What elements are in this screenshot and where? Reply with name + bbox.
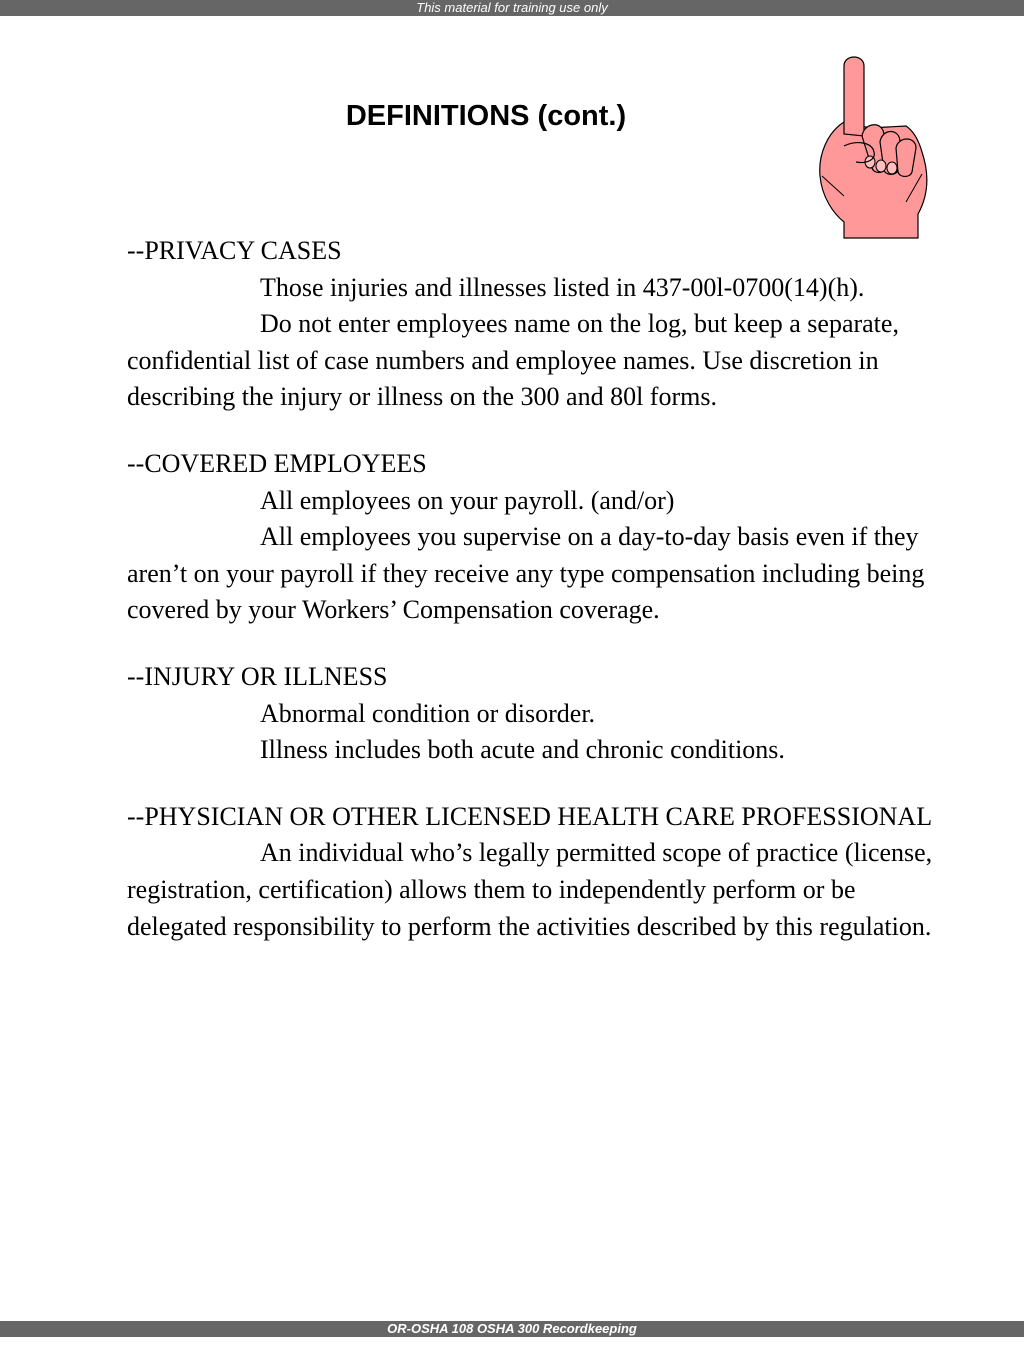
definition-paragraph: Those injuries and illnesses listed in 437-00l-0700(14)(h). <box>260 272 865 302</box>
definitions-body <box>127 233 957 975</box>
definition-physician <box>127 799 957 945</box>
definition-paragraph: All employees on your payroll. (and/or) <box>260 485 675 515</box>
definition-paragraph: All employees you supervise on a day-to-day basis even if they aren’t on your payroll if they receive any type compensation including being covered by your Workers’ Compensation coverage. <box>127 522 925 625</box>
definition-paragraph: Do not enter employees name on the log, but keep a separate, confidential list of case numbers and employee names. Use discretion in describing the injury or illness on the 300 and 80l forms. <box>127 309 899 412</box>
definition-paragraph: Abnormal condition or disorder. <box>260 698 596 728</box>
top-banner: This material for training use only <box>0 0 1024 16</box>
definition-paragraph: Illness includes both acute and chronic conditions. <box>260 735 785 765</box>
definition-heading: --PRIVACY CASES <box>127 236 342 265</box>
pointing-hand-icon <box>814 56 929 242</box>
definition-heading: --PHYSICIAN OR OTHER LICENSED HEALTH CARE PROFESSIONAL <box>127 801 933 831</box>
definition-injury-or-illness <box>127 659 957 769</box>
definition-heading: --COVERED EMPLOYEES <box>127 448 427 478</box>
definition-paragraph: An individual who’s legally permitted scope of practice (license, registration, certification) allows them to independently perform or be delegated responsibility to perform the activities described by this regulation. <box>127 838 933 941</box>
definition-heading: --INJURY OR ILLNESS <box>127 661 388 691</box>
page-title: DEFINITIONS (cont.) <box>345 100 627 132</box>
definition-privacy-cases <box>127 233 957 416</box>
bottom-banner: OR-OSHA 108 OSHA 300 Recordkeeping <box>0 1321 1024 1337</box>
definition-covered-employees <box>127 446 957 629</box>
